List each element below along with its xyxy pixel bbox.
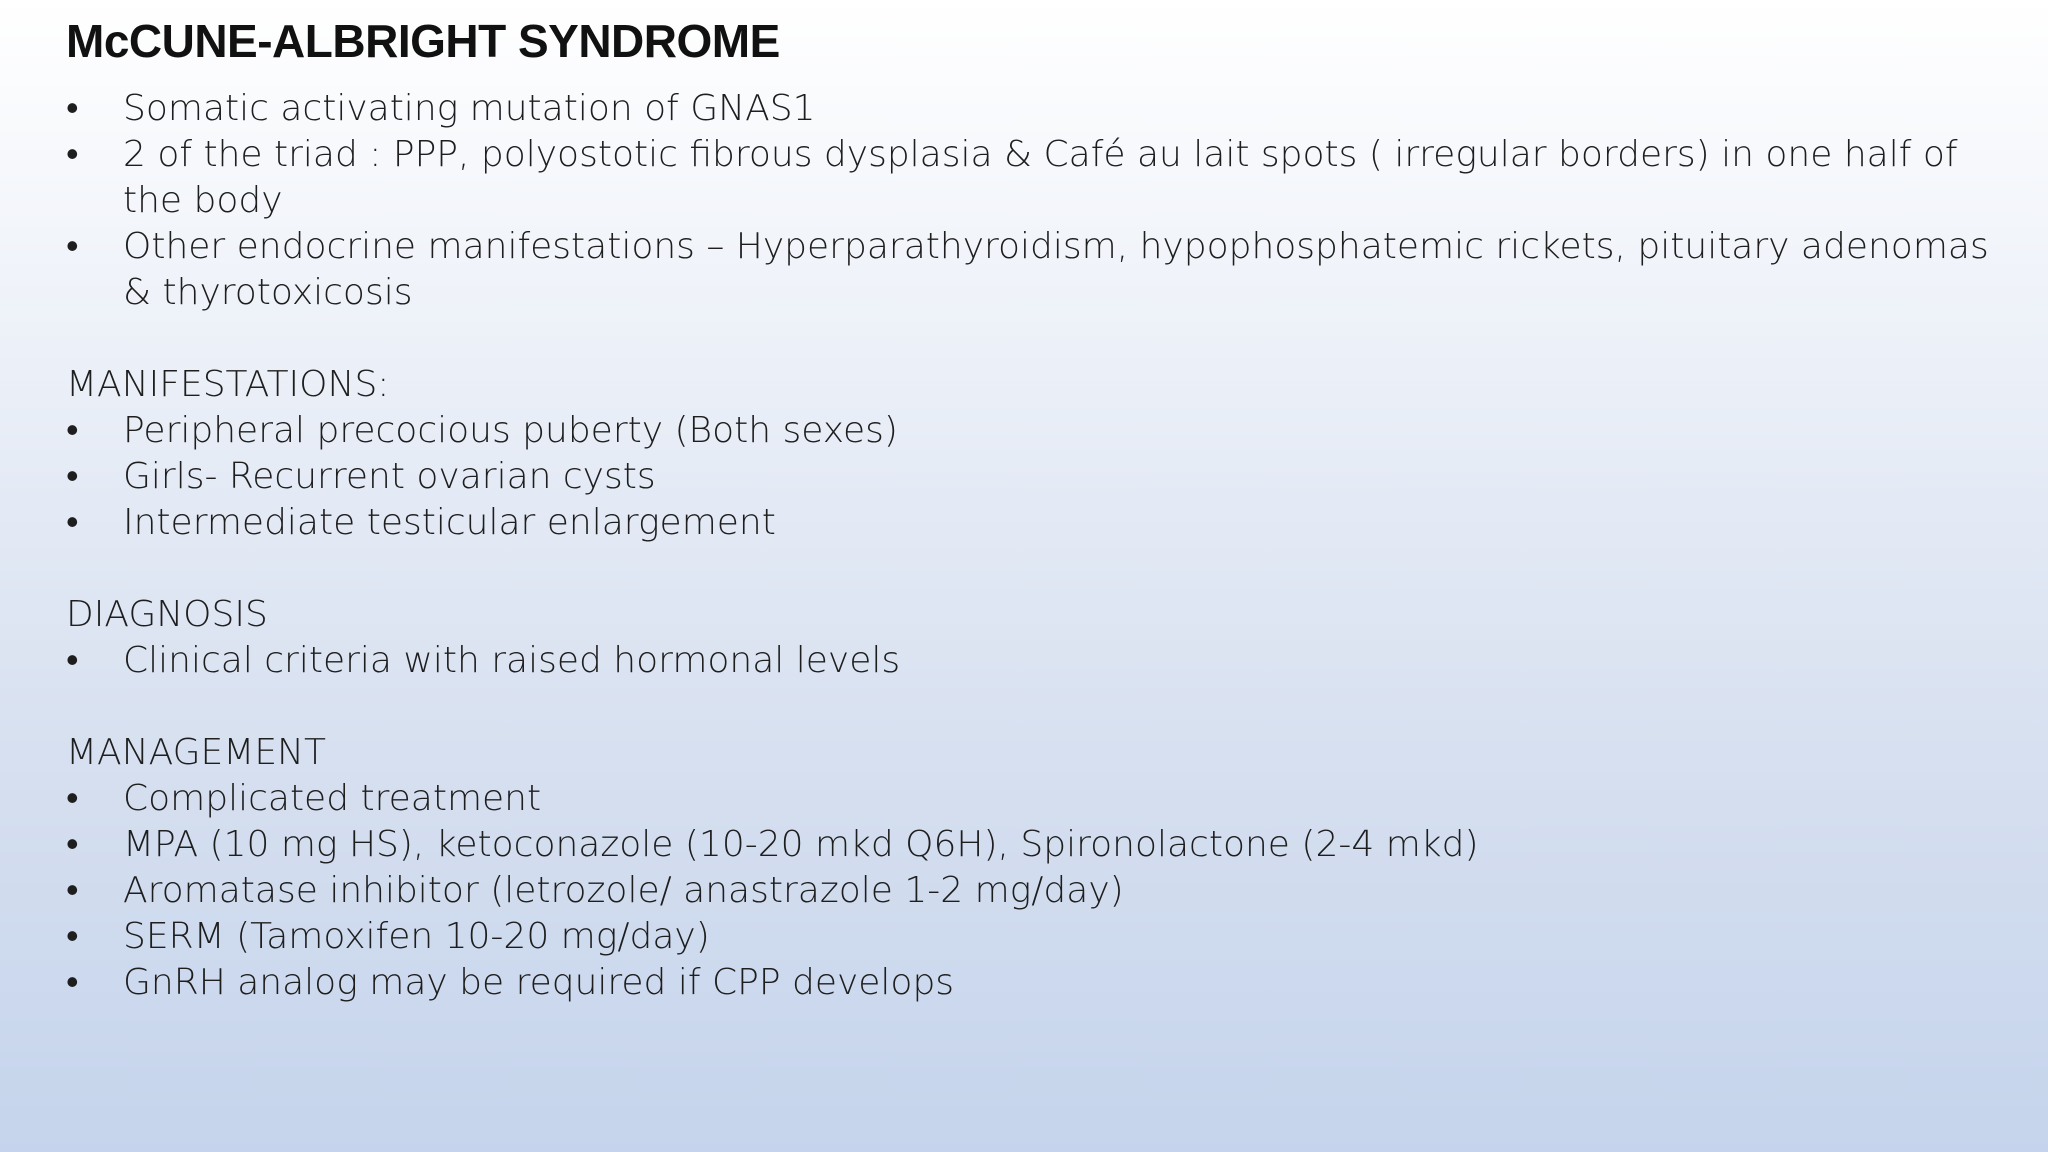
list-item: • Intermediate testicular enlargement (66, 500, 2016, 546)
list-item: • Aromatase inhibitor (letrozole/ anastrazole 1-2 mg/day) (66, 868, 2016, 914)
section-heading-manifestations: MANIFESTATIONS: (66, 364, 390, 405)
list-item: • Somatic activating mutation of GNAS1 (66, 86, 2016, 132)
intro-section (66, 86, 2016, 316)
list-item: • GnRH analog may be required if CPP develops (66, 960, 2016, 1006)
intro-list (66, 86, 2016, 316)
management-list (66, 776, 2016, 1006)
list-item: • MPA (10 mg HS), ketoconazole (10-20 mkd Q6H), Spironolactone (2-4 mkd) (66, 822, 2016, 868)
manifestations-section (66, 362, 2016, 546)
spacer (66, 546, 2016, 592)
list-item: • SERM (Tamoxifen 10-20 mg/day) (66, 914, 2016, 960)
diagnosis-section (66, 592, 2016, 684)
section-heading-diagnosis: DIAGNOSIS (66, 594, 268, 635)
section-heading-management: MANAGEMENT (66, 732, 326, 773)
slide-title: McCUNE-ALBRIGHT SYNDROME (66, 15, 780, 67)
list-item: • 2 of the triad : PPP, polyostotic fibrous dysplasia & Café au lait spots ( irregular borders) in one half of the body (66, 132, 2016, 224)
diagnosis-list (66, 638, 2016, 684)
list-item: • Girls- Recurrent ovarian cysts (66, 454, 2016, 500)
spacer (66, 684, 2016, 730)
manifestations-list (66, 408, 2016, 546)
list-item: • Other endocrine manifestations – Hyperparathyroidism, hypophosphatemic rickets, pituitary adenomas & thyrotoxicosis (66, 224, 2016, 316)
list-item: • Complicated treatment (66, 776, 2016, 822)
list-item: • Clinical criteria with raised hormonal levels (66, 638, 2016, 684)
slide (66, 12, 2016, 1006)
list-item: • Peripheral precocious puberty (Both sexes) (66, 408, 2016, 454)
management-section (66, 730, 2016, 1006)
spacer (66, 316, 2016, 362)
